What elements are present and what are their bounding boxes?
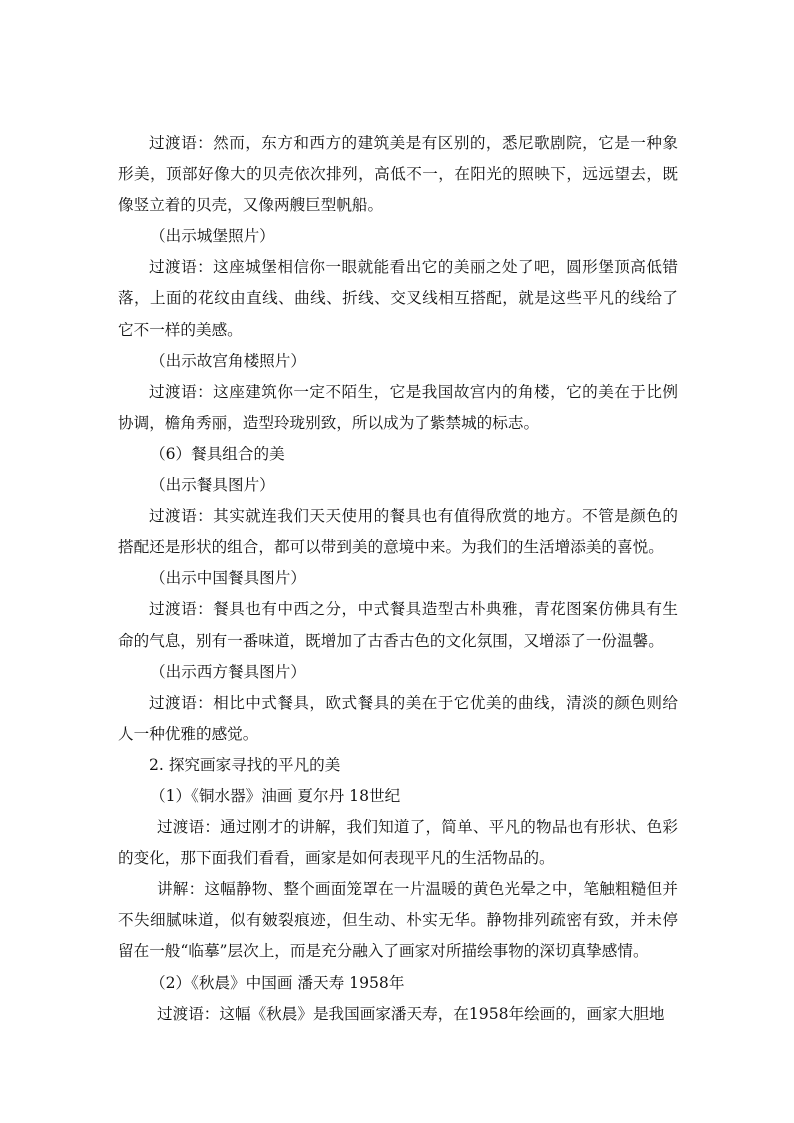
document-body bbox=[118, 128, 678, 1030]
paragraph-corner-tower-photo-caption: （出示故宫角楼照片） bbox=[150, 351, 306, 370]
paragraph-chinese-tableware: 过渡语：餐具也有中西之分，中式餐具造型古朴典雅，青花图案仿佛具有生命的气息，别有一番味道，既增加了古香古色的文化氛围，又增添了一份温馨。 bbox=[118, 600, 678, 650]
paragraph-copper-explanation: 讲解：这幅静物、整个画面笼罩在一片温暖的黄色光晕之中，笔触粗糙但并不失细腻味道，似有皴裂痕迹，但生动、朴实无华。静物排列疏密有致，并未停留在一般“临摹”层次上，而是充分融入了画家对所描绘事物的深切真挚感情。 bbox=[118, 880, 678, 961]
paragraph-tableware: 过渡语：其实就连我们天天使用的餐具也有值得欣赏的地方。不管是颜色的搭配还是形状的组合，都可以带到美的意境中来。为我们的生活增添美的喜悦。 bbox=[118, 507, 678, 557]
paragraph-sydney-opera-house: 过渡语：然而，东方和西方的建筑美是有区别的，悉尼歌剧院，它是一种象形美，顶部好像大的贝壳依次排列，高低不一，在阳光的照映下，远远望去，既像竖立着的贝壳，又像两艘巨型帆船。 bbox=[118, 134, 678, 215]
paragraph-western-tableware-photo-caption: （出示西方餐具图片） bbox=[150, 662, 306, 681]
heading-tableware-beauty: （6）餐具组合的美 bbox=[150, 444, 285, 463]
heading-copper-water-vessel: （1）《铜水器》油画 夏尔丹 18世纪 bbox=[150, 786, 401, 805]
paragraph-chinese-tableware-photo-caption: （出示中国餐具图片） bbox=[150, 569, 306, 588]
paragraph-castle: 过渡语：这座城堡相信你一眼就能看出它的美丽之处了吧，圆形堡顶高低错落，上面的花纹由直线、曲线、折线、交叉线相互搭配，就是这些平凡的线给了它不一样的美感。 bbox=[118, 258, 678, 339]
paragraph-western-tableware: 过渡语：相比中式餐具，欧式餐具的美在于它优美的曲线，清淡的颜色则给人一种优雅的感觉。 bbox=[118, 693, 678, 743]
paragraph-copper-transition: 过渡语：通过刚才的讲解，我们知道了，简单、平凡的物品也有形状、色彩的变化，那下面我们看看，画家是如何表现平凡的生活物品的。 bbox=[118, 818, 678, 868]
heading-painter-ordinary-beauty: 2. 探究画家寻找的平凡的美 bbox=[149, 755, 341, 774]
paragraph-corner-tower: 过渡语：这座建筑你一定不陌生，它是我国故宫内的角楼，它的美在于比例协调，檐角秀丽，造型玲珑别致，所以成为了紫禁城的标志。 bbox=[118, 382, 678, 432]
paragraph-tableware-photo-caption: （出示餐具图片） bbox=[150, 476, 275, 495]
heading-autumn-morning: （2）《秋晨》中国画 潘天寿 1958年 bbox=[150, 973, 405, 992]
paragraph-autumn-morning-transition: 过渡语：这幅《秋晨》是我国画家潘天寿，在1958年绘画的，画家大胆地 bbox=[157, 1004, 665, 1023]
paragraph-castle-photo-caption: （出示城堡照片） bbox=[150, 227, 275, 246]
